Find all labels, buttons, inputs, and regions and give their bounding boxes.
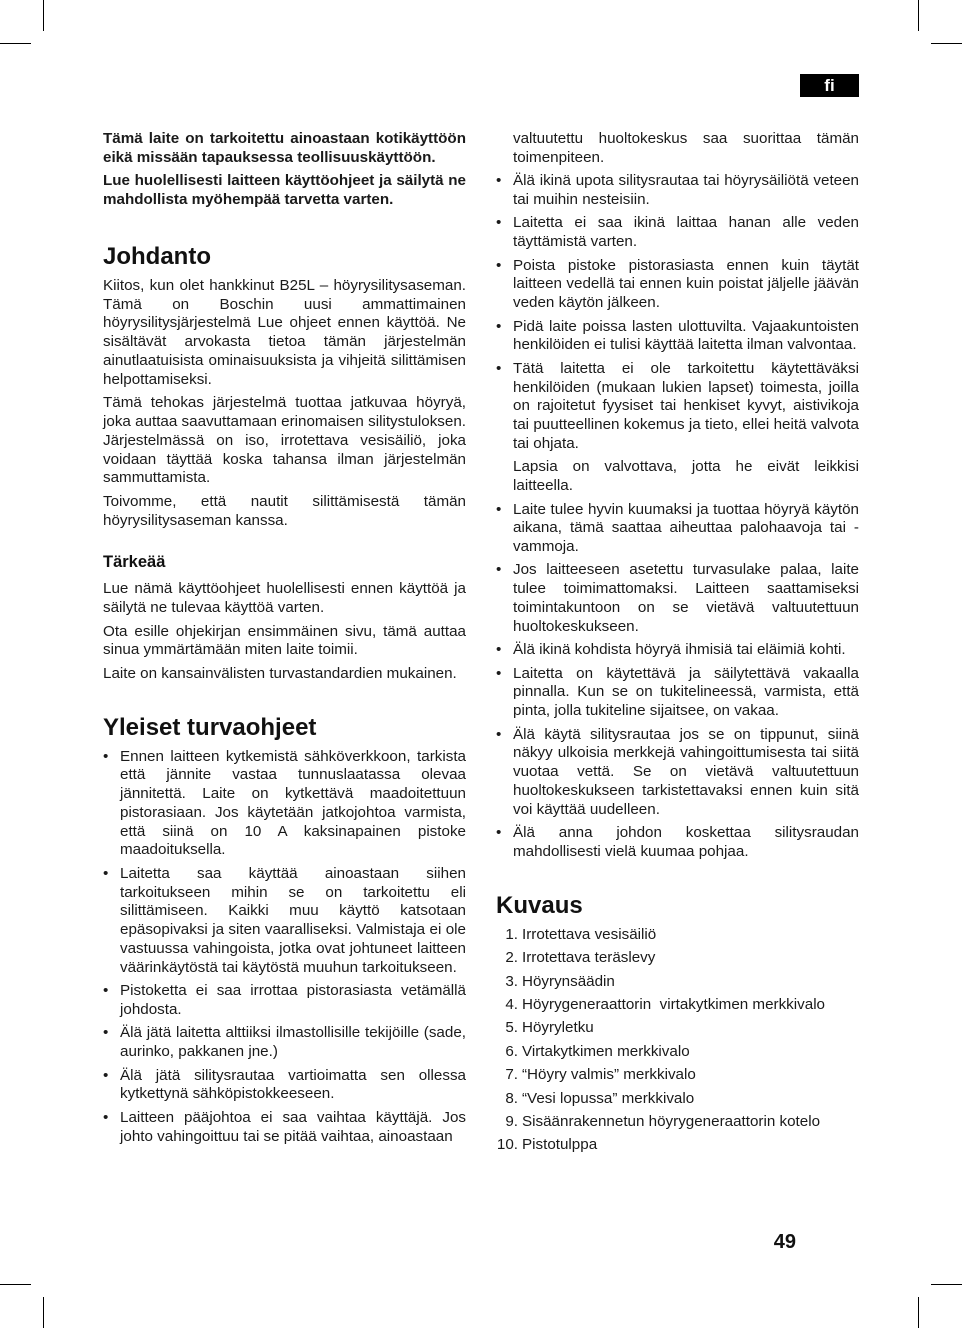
list-item-text: Höyrygeneraattorin virtakytkimen merkkivalo <box>522 995 826 1013</box>
crop-mark <box>0 43 31 44</box>
crop-mark <box>931 43 962 44</box>
list-item <box>103 748 466 861</box>
language-badge: fi <box>800 74 859 97</box>
bullet-icon: • <box>103 1024 109 1042</box>
list-item <box>496 726 859 820</box>
list-item <box>496 1043 859 1062</box>
list-item-text: Älä jätä laitetta alttiiksi ilmastollisille tekijöille (sade, aurinko, pakkanen jne.) <box>120 1024 466 1061</box>
right-column <box>496 130 859 1160</box>
bullet-icon: • <box>496 725 502 743</box>
list-item-text: Laitetta saa käyttää ainoastaan siihen tarkoitukseen mihin se on tarkoitettu eli silittämiseen. Kaikki muu käyttö katsotaan epäsopivaksi ja siten vaaralliseksi. Valmistaja ei ole vastuussa vahingoista, jotka ovat johtuneet laitteen väärinkäytöstä tai käytöstä muuhun tarkoitukseen. <box>120 864 466 976</box>
list-item-number: 5. <box>505 1019 518 1037</box>
bullet-icon: • <box>103 1108 109 1126</box>
list-item-number: 2. <box>505 949 518 967</box>
intro-paragraph: Tämä laite on tarkoitettu ainoastaan kotikäyttöön eikä missään tapauksessa teollisuuskäyttöön. <box>103 130 466 166</box>
bullet-icon: • <box>496 214 502 232</box>
list-item-text: Laitetta ei saa ikinä laittaa hanan alle veden täyttämistä varten. <box>513 214 859 251</box>
list-item <box>496 1136 859 1155</box>
turvaohjeet-heading: Yleiset turvaohjeet <box>103 713 317 741</box>
crop-mark <box>0 1284 31 1285</box>
list-item-text: Sisäänrakennetun höyrygeneraattorin kotelo <box>522 1112 821 1130</box>
bullet-icon: • <box>103 864 109 882</box>
list-item-text: Jos laitteeseen asetettu turvasulake palaa, laite tulee toimimattomaksi. Laitteen saattamiseksi toimintakuntoon on se vietävä valtuutettuun huoltokeskukseen. <box>513 561 859 635</box>
list-item <box>496 561 859 636</box>
list-item-number: 1. <box>505 925 518 943</box>
list-item-number: 4. <box>505 995 518 1013</box>
johdanto-heading: Johdanto <box>103 242 211 270</box>
list-item-text: Älä jätä silitysrautaa vartioimatta sen ollessa kytkettynä sähköpistokkeeseen. <box>120 1066 466 1103</box>
kuvaus-heading: Kuvaus <box>496 891 583 919</box>
list-item-text: Laite tulee hyvin kuumaksi ja tuottaa höyryä käytön aikana, tämä saattaa aiheuttaa palohaavoja tai - vammoja. <box>513 500 859 556</box>
list-item <box>103 1109 466 1147</box>
list-item-text: Ennen laitteen kytkemistä sähköverkkoon, tarkista että jännite vastaa tunnuslaatassa olevaa jännitettä. Laite on kytkettävä maadoitettuun pistorasiaan. Jos käytetään jatkojohtoa varmista, että siinä on 10 A kaksinapainen pistoke maadoituksella. <box>120 747 466 859</box>
list-item-number: 3. <box>505 972 518 990</box>
list-item <box>103 1024 466 1062</box>
list-item-text: Älä anna johdon koskettaa silitysraudan mahdollisesti vielä kuumaa pohjaa. <box>513 824 859 861</box>
list-item <box>103 865 466 978</box>
tarkeaa-paragraph: Lue nämä käyttöohjeet huolellisesti ennen käyttöä ja säilytä ne tulevaa käyttöä varten. <box>103 580 466 617</box>
list-item <box>496 257 859 313</box>
bullet-icon: • <box>496 664 502 682</box>
continuation-paragraph: valtuutettu huoltokeskus saa suorittaa tämän toimenpiteen. <box>513 130 859 166</box>
list-item-number: 7. <box>505 1066 518 1084</box>
list-item <box>496 1090 859 1109</box>
list-item-text: Älä käytä silitysrautaa jos se on tippunut, siinä näkyy ulkoisia merkkejä vahingoittumisesta tai siitä vuotaa vettä. Se on vietävä valtuutettuun huoltokeskukseen tarkistettavaksi ennen kuin sitä voi käyttää uudelleen. <box>513 725 859 818</box>
bullet-icon: • <box>103 747 109 765</box>
list-item-text: Poista pistoke pistorasiasta ennen kuin täytät laitteen vedellä tai ennen kuin poistat jäljelle jäävän veden käytön jälkeen. <box>513 256 859 312</box>
bullet-icon: • <box>496 824 502 842</box>
johdanto-paragraph: Toivomme, että nautit silittämisestä tämän höyrysilitysaseman kanssa. <box>103 492 466 529</box>
list-item-number: 10. <box>496 1136 518 1154</box>
list-item <box>496 501 859 557</box>
crop-mark <box>43 0 44 31</box>
list-item-text: Älä ikinä kohdista höyryä ihmisiä tai eläimiä kohti. <box>513 641 846 659</box>
crop-mark <box>931 1284 962 1285</box>
list-item-text: “Vesi lopussa” merkkivalo <box>522 1089 695 1107</box>
page-number: 49 <box>773 1231 796 1253</box>
bullet-icon: • <box>496 256 502 274</box>
list-item-text: Irrotettava teräslevy <box>522 949 656 967</box>
list-item <box>496 926 859 945</box>
list-item <box>496 1066 859 1085</box>
list-item-number: 9. <box>505 1112 518 1130</box>
list-item <box>496 318 859 356</box>
bullet-icon: • <box>496 500 502 518</box>
list-item-text: Laitetta on käytettävä ja säilytettävä vakaalla pinnalla. Kun se on tukitelineessä, varmista, että pinta, jolla tukiteline sijaitsee, on vakaa. <box>513 664 859 720</box>
intro-paragraph: Lue huolellisesti laitteen käyttöohjeet ja säilytä ne mahdollista myöhempää tarvetta varten. <box>103 172 466 208</box>
list-item <box>496 360 859 496</box>
list-item-text: Laitteen pääjohtoa ei saa vaihtaa käyttäjä. Jos johto vahingoittuu tai se pitää vaihtaa, ainoastaan <box>120 1108 466 1145</box>
list-item-text: Älä ikinä upota silitysrautaa tai höyrysäiliötä veteen tai muihin nesteisiin. <box>513 172 859 208</box>
list-item <box>496 1019 859 1038</box>
list-item <box>496 172 859 210</box>
list-item <box>496 1113 859 1132</box>
list-item <box>103 982 466 1020</box>
list-item-text: Pistotulppa <box>522 1136 598 1154</box>
johdanto-paragraph: Tämä tehokas järjestelmä tuottaa jatkuvaa höyryä, joka auttaa saavuttamaan erinomaisen silitystuloksen. Järjestelmässä on iso, irrotettava vesisäiliö, joka voidaan täyttää koska tahansa ilman järjestelmän sammuttamista. <box>103 394 467 487</box>
bullet-icon: • <box>496 641 502 659</box>
list-item-number: 8. <box>505 1089 518 1107</box>
crop-mark <box>918 0 919 31</box>
list-item <box>103 1067 466 1105</box>
list-item <box>496 949 859 968</box>
list-item-text: Höyryletku <box>522 1019 594 1037</box>
list-item-text: Pistoketta ei saa irrottaa pistorasiasta vetämällä johdosta. <box>120 982 466 1019</box>
list-item <box>496 641 859 660</box>
tarkeaa-heading: Tärkeää <box>103 553 166 572</box>
johdanto-paragraph: Kiitos, kun olet hankkinut B25L – höyrysilitysaseman. Tämä on Boschin uusi ammattimainen höyrysilitysjärjestelmä Lue ohjeet ennen käyttöä. Ne sisältävät arvokasta tietoa tämän järjestelmän ainutlaatuisista ominaisuuksista ja vihjeitä silittämisen helpottamiseksi. <box>103 276 466 388</box>
list-item-text: “Höyry valmis” merkkivalo <box>522 1066 696 1084</box>
tarkeaa-paragraph: Laite on kansainvälisten turvastandardien mukainen. <box>103 664 457 682</box>
list-item-text: Höyrynsäädin <box>522 972 615 990</box>
parts-list <box>496 926 859 1155</box>
list-item-extra-paragraph: Lapsia on valvottava, jotta he eivät leikkisi laitteella. <box>513 458 859 495</box>
list-item-text: Irrotettava vesisäiliö <box>522 925 657 943</box>
crop-mark <box>918 1297 919 1328</box>
list-item <box>496 214 859 252</box>
list-item-text: Pidä laite poissa lasten ulottuvilta. Vajaakuntoisten henkilöiden ei tulisi käyttää laitetta ilman valvontaa. <box>513 317 859 354</box>
list-item <box>496 996 859 1015</box>
list-item <box>496 973 859 992</box>
list-item <box>496 824 859 862</box>
list-item-text: Tätä laitetta ei ole tarkoitettu käytettäväksi henkilöiden (mukaan lukien lapset) toimesta, joilla on rajoitetut fyysiset tai henkiset kyvyt, aistivikoja tai puutteellinen kokemus ja tieto, ellei heitä valvota tai ohjata. <box>513 359 859 452</box>
crop-mark <box>43 1297 44 1328</box>
bullet-icon: • <box>496 317 502 335</box>
list-item-text: Virtakytkimen merkkivalo <box>522 1042 690 1060</box>
bullet-icon: • <box>496 359 502 377</box>
safety-list-continued <box>496 172 859 862</box>
safety-list <box>103 748 466 1147</box>
left-column <box>103 130 466 1151</box>
bullet-icon: • <box>103 1066 109 1084</box>
bullet-icon: • <box>103 982 109 1000</box>
list-item-number: 6. <box>505 1042 518 1060</box>
list-item <box>496 665 859 721</box>
bullet-icon: • <box>496 172 502 190</box>
bullet-icon: • <box>496 561 502 579</box>
tarkeaa-paragraph: Ota esille ohjekirjan ensimmäinen sivu, tämä auttaa sinua ymmärtämään miten laite toimii. <box>103 622 466 659</box>
